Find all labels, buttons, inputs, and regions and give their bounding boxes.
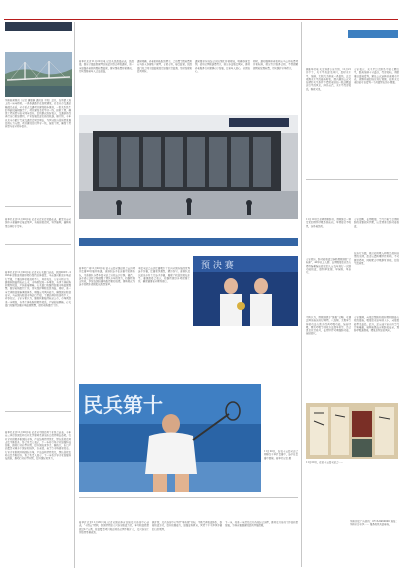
- right-divider-1: [306, 179, 398, 180]
- left-text-block-1: 荆州新闻网讯（记者 蒲丽娟 通讯员 王明）近日，在荆楚大地上的一座座桥梁、一条条道路正在加紧建设。记者从市交通运输部门获悉，全市重点交通项目建设稳步推进，一批关系民生的基础设施相继完工。项目建设者们坚守一线，抢抓工期，确保工程质量与安全同步提升。沿线群众纷纷表示，交通条件改善后出行更加便利，产业发展也迎来新的机遇。据介绍，今年以来全市累计完成交通投资同比增长，为区域经济高质量发展提供有力支撑。项目建设者们坚守一线，抢抓工期，确保工程质量与安全同步提升。: [5, 99, 71, 129]
- right-text-col-1: 据新华社电 天文科普专家介绍，11月21日中午，天王星将迎来冲日，届时天王星、地球、太阳几乎排成一条直线，这是观测天王星的最佳时机。感兴趣的公众可在晴好天气条件下借助望远镜一睹这颗遥远行星的风采。冲日前后，天王星亮度较高，整夜可见。: [306, 68, 351, 91]
- right-text-col-6: 在治疗方面，规范使用吸入药物是控制病情的关键。患者应遵医嘱坚持用药，不可随意停药，同时配合呼吸康复训练，提高生活质量。: [354, 252, 399, 265]
- center-divider: [79, 497, 298, 498]
- calligraphy-image: [306, 403, 398, 459]
- svg-text:预 决 赛: 预 决 赛: [201, 261, 234, 271]
- tennis-photo: [79, 384, 261, 492]
- bridge-image: [5, 52, 72, 97]
- games-banner: [79, 238, 298, 246]
- left-divider-3: [5, 411, 71, 412]
- column-separator-left: [74, 22, 75, 568]
- left-divider-2: [5, 244, 71, 245]
- left-text-block-2: 新华社北京11月20日电 记者从农业农村部获悉，截至目前全国冬小麦播种已接近尾声，各地抢抓农时，科学播种，播种质量总体好于常年。: [5, 218, 71, 228]
- service-tag: [348, 30, 398, 38]
- calligraphy-caption: 11月20日，在第十五届全运会……: [306, 461, 344, 464]
- calligraphy-photo: [306, 403, 398, 459]
- exhibition-photo: [79, 115, 298, 219]
- right-text-col-7: 中医认为，慢阻肺属于“肺胀”范畴，可通过辨证施治进行调理。八段锦、太极拳等传统功法有助于改善呼吸功能，缩唇呼吸、腹式呼吸等训练方法简单易学，适合患者日常练习，长期坚持可增强肺功能，减轻症状。: [306, 316, 351, 336]
- fencers-photo: [193, 256, 298, 326]
- games-text-col-2: 本届全运会击剑比赛吸引了来自全国各地的优秀选手参赛，比赛竞争激烈，精彩纷呈。香港队此次派出多名主力选手参赛，展现了较高的竞技水平。赛事组委会表示，将继续做好各项保障工作，确保赛事安全顺利进行。: [138, 267, 190, 284]
- left-banner: [5, 22, 72, 31]
- notice-text: [306, 530, 346, 566]
- center-text-col-4: 同时，通知强调养老机构应当公开收费项目和标准，规范签订服务合同，不得超额超期收取预收费，切实维护市场秩序。: [253, 60, 298, 70]
- tennis-image: [79, 384, 261, 492]
- right-text-col-4: 专家提醒，长期吸烟、空气污染等是慢阻肺的重要危险因素，应定期进行肺功能检查。: [354, 218, 399, 228]
- left-text-block-4: 新华社北京11月20日电 记者从中国农药工业协会获悉，今年前三季度我国农药行业化学原药及制剂出口保持增长态势。行业企业积极开拓国际市场，产品结构持续优化，绿色高效农药占比不断提升。协会负责人表示，下一步将引导企业加强科技创新，推动行业转型升级，提升国际竞争力。据统计，出口产品覆盖全球多个国家和地区，东南亚、南美等市场需求旺盛。行业企业积极开拓国际市场，产品结构持续优化，绿色高效农药占比不断提升。协会负责人表示，下一步将引导企业加强科技创新，推动行业转型升级，提升国际竞争力。: [5, 431, 71, 461]
- masthead-rule: [4, 19, 398, 20]
- bottom-text-col-3: 下一步，将进一步深化反兴奋剂综合治理，推动反兴奋剂工作高质量发展，为体育强国建设提供坚强保障。: [225, 521, 298, 528]
- right-text-col-2: 专家表示，天王星是太阳系中第七颗行星，距离地球十分遥远，亮度较暗，肉眼难以直接看到。建议公众选择远离城市灯光、视野开阔的地方进行观测，使用天文望远镜可以看到一个淡蓝绿色的小圆面。: [354, 68, 399, 85]
- games-caption: [193, 328, 298, 346]
- right-text-col-8: 专家强调，戒烟是预防和控制慢阻肺最有效的措施。吸烟者无论年龄大小，戒烟都能带来益处。此外，还应减少室内外空气污染暴露，接种流感疫苗和肺炎疫苗，预防呼吸道感染，降低急性加重风险。: [354, 316, 399, 333]
- center-text-col-2: 通知明确，养老机构收取的押金、会员费等预收费用应当纳入存管账户管理，专款专用，接受监管。民政部门将会同金融监管部门加强日常监测，及时发现和处置风险。: [137, 60, 192, 73]
- games-text-col-1: 新华社广州11月20日电 第十五届全国运动会击剑项目比赛20日展开角逐，香港队选手在决赛中发挥出色，为香港队夺得本届全运会首枚击剑金牌。赛后，选手表示这枚金牌凝聚了团队多年的努力，将继续刻苦训练，争取在国际赛场取得更好成绩。现场观众为选手的精彩表现报以热烈掌声。: [79, 267, 135, 287]
- column-separator-right: [301, 22, 302, 567]
- center-text-col-3: 通知要求各地结合实际细化存管规则，明确存管比例、使用范围和退费程序，防范非法集资风险，推动养老服务行业健康有序发展，让老年人放心、家属安心。: [195, 60, 250, 73]
- right-text-col-3: 11月19日是世界慢阻肺日。慢阻肺是一种常见的慢性呼吸系统疾病，早期症状不明显，容易被忽视。: [306, 218, 351, 228]
- tennis-caption: 11月20日，在第十五届全运会网球女子单打比赛中，选手在比赛中回球。新华社记者 摄: [264, 450, 298, 460]
- right-text-col-5: 专家指出，肺功能检查是诊断慢阻肺的“金标准”，40岁以上人群、长期吸烟者以及有慢性咳嗽咳痰症状的人应每年进行一次肺功能检查，做到早发现、早诊断、早治疗。: [306, 258, 351, 275]
- svg-text:民兵第十: 民兵第十: [83, 393, 163, 417]
- exhibition-image: [79, 115, 298, 219]
- center-text-col-1: 新华社北京11月20日电 记者从民政部获悉，民政部、国家金融监督管理总局近日联合印发通知，进一步加强养老机构预收费监管，健全预收费存管规则，切实保障老年人合法权益。: [79, 60, 134, 73]
- bottom-text-col-2: 据介绍，反兴奋剂中心坚持“零出现”目标，不断完善检查体系，创新检查方式，提升检测能力，加强宣传教育，营造了干干净净参赛的良好氛围。: [152, 521, 222, 531]
- left-text-block-3: 新华社北京11月20日电 记者从有关部门获悉，我国2025～2026年度粮食供需形势将保持总体稳定。当前国内粮食市场运行平稳，主要品种价格波动不大，库存充足。专家分析认为，随着秋粮陆续收获上市，市场供给进一步增加，各类主体收购积极性较高，产销衔接顺畅。有关部门将继续加强市场监测预警，做好收购组织工作，切实保护种粮农民利益。同时，进一步完善粮食储备调控体系，增强应对风险能力，确保国家粮食安全。当前国内粮食市场运行平稳，主要品种价格波动不大，库存充足。专家分析认为，随着秋粮陆续收获上市，市场供给进一步增加，各类主体收购积极性较高，产销衔接顺畅。有关部门将继续加强市场监测预警，做好收购组织工作。: [5, 271, 71, 307]
- bottom-text-col-1: 新华社北京11月20日电 记者从国家体育总局反兴奋剂中心获悉，“十四五”期间，我国持续加大兴奋剂检查力度，年均检查数量超过2.7万例，检查覆盖项目和运动员范围不断扩大，反兴奋剂工作取得显著成效。: [79, 521, 149, 534]
- bridge-photo: [5, 52, 72, 97]
- exhibition-caption: [79, 221, 298, 233]
- fencers-image: [193, 256, 298, 326]
- ad-text-block: 荆州日报广告热线：0716-8460000 地址：荆州市沙市区…… 服务热线欢迎垂询。: [350, 520, 398, 527]
- left-divider-1: [5, 206, 71, 207]
